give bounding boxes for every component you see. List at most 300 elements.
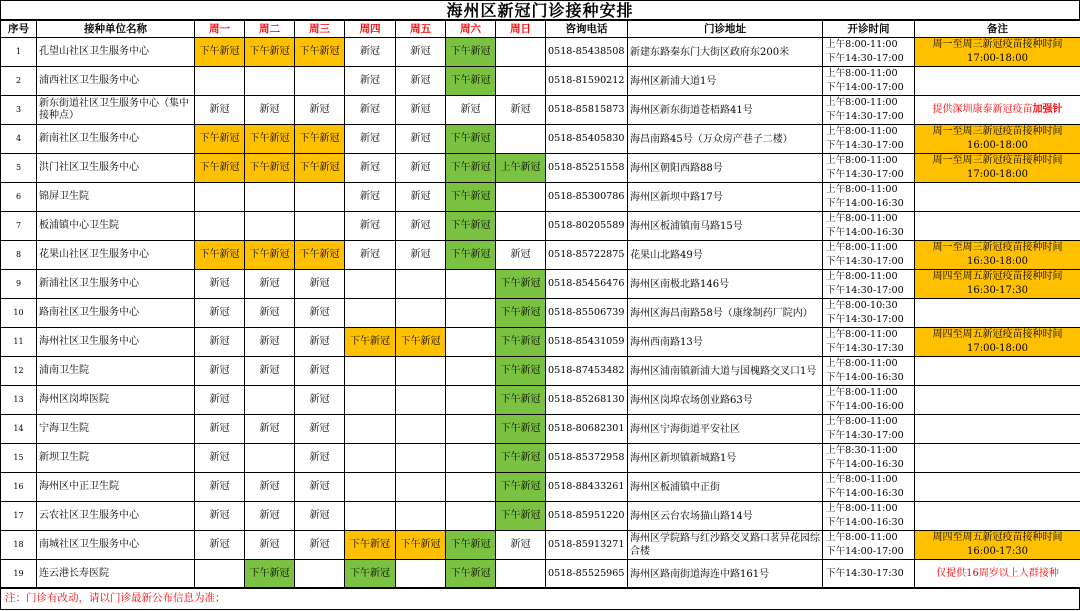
day-cell-sat: 下午新冠 <box>446 125 496 154</box>
afternoon-hours: 下午14:00-16:30 <box>826 459 904 470</box>
table-row <box>1 502 1080 531</box>
remark: 周一至周三新冠疫苗接种时间16:00-18:00 <box>915 125 1080 154</box>
day-cell-tue: 新冠 <box>245 531 295 560</box>
row-number: 9 <box>1 270 37 299</box>
day-cell-wed: 下午新冠 <box>295 154 345 183</box>
unit-name: 洪门社区卫生服务中心 <box>37 154 195 183</box>
clinic-address: 海州区南极北路146号 <box>628 270 823 299</box>
header-no: 序号 <box>1 21 37 38</box>
day-cell-sat <box>446 299 496 328</box>
header-sun: 周日 <box>496 21 546 38</box>
row-number: 7 <box>1 212 37 241</box>
day-cell-wed: 新冠 <box>295 415 345 444</box>
table-row <box>1 560 1080 589</box>
table-row <box>1 212 1080 241</box>
remark: 仅提供16周岁以上人群接种 <box>915 560 1080 589</box>
day-cell-sun: 新冠 <box>496 96 546 125</box>
day-cell-thu <box>345 386 396 415</box>
opening-hours <box>823 386 915 415</box>
day-cell-thu <box>345 473 396 502</box>
row-number: 16 <box>1 473 37 502</box>
day-cell-mon: 新冠 <box>195 415 245 444</box>
header-hours: 开诊时间 <box>823 21 915 38</box>
clinic-address: 新建东路秦东门大街区政府东200米 <box>628 38 823 67</box>
afternoon-hours: 下午14:00-16:30 <box>826 198 904 209</box>
row-number: 18 <box>1 531 37 560</box>
opening-hours <box>823 183 915 212</box>
opening-hours <box>823 125 915 154</box>
morning-hours: 上午8:00-11:00 <box>826 39 898 50</box>
clinic-address: 海昌南路45号（万众房产巷子二楼） <box>628 125 823 154</box>
afternoon-hours: 下午14:30-17:00 <box>826 169 904 180</box>
afternoon-hours: 下午14:00-17:00 <box>826 82 904 93</box>
day-cell-sun <box>496 183 546 212</box>
day-cell-wed: 新冠 <box>295 357 345 386</box>
header-mon: 周一 <box>195 21 245 38</box>
table-row <box>1 125 1080 154</box>
row-number: 15 <box>1 444 37 473</box>
opening-hours <box>823 96 915 125</box>
day-cell-wed: 新冠 <box>295 328 345 357</box>
day-cell-fri: 新冠 <box>396 38 446 67</box>
afternoon-hours: 下午14:30-17:30 <box>826 343 904 354</box>
clinic-address: 花果山北路49号 <box>628 241 823 270</box>
day-cell-wed: 下午新冠 <box>295 125 345 154</box>
remark: 周四至周五新冠疫苗接种时间16:00-17:30 <box>915 531 1080 560</box>
day-cell-sat <box>446 386 496 415</box>
day-cell-sat: 下午新冠 <box>446 154 496 183</box>
day-cell-mon: 新冠 <box>195 357 245 386</box>
phone-number: 0518-85438508 <box>546 38 628 67</box>
phone-number: 0518-85525965 <box>546 560 628 589</box>
remark <box>915 444 1080 473</box>
afternoon-hours: 下午14:00-16:00 <box>826 401 904 412</box>
day-cell-wed: 新冠 <box>295 502 345 531</box>
day-cell-thu: 下午新冠 <box>345 531 396 560</box>
day-cell-thu <box>345 444 396 473</box>
day-cell-fri: 下午新冠 <box>396 328 446 357</box>
afternoon-hours: 下午14:00-16:30 <box>826 227 904 238</box>
day-cell-tue: 新冠 <box>245 299 295 328</box>
day-cell-tue <box>245 67 295 96</box>
afternoon-hours: 下午14:30-17:00 <box>826 256 904 267</box>
table-row <box>1 299 1080 328</box>
day-cell-mon: 新冠 <box>195 96 245 125</box>
afternoon-hours: 下午14:30-17:00 <box>826 285 904 296</box>
day-cell-mon: 新冠 <box>195 444 245 473</box>
day-cell-sun: 下午新冠 <box>496 270 546 299</box>
day-cell-sat <box>446 328 496 357</box>
afternoon-hours: 下午14:00-16:30 <box>826 372 904 383</box>
unit-name: 海州社区卫生服务中心 <box>37 328 195 357</box>
remark: 周一至周三新冠疫苗接种时间17:00-18:00 <box>915 38 1080 67</box>
day-cell-wed: 新冠 <box>295 270 345 299</box>
phone-number: 0518-85913271 <box>546 531 628 560</box>
phone-number: 0518-85456476 <box>546 270 628 299</box>
day-cell-mon: 新冠 <box>195 386 245 415</box>
day-cell-mon: 新冠 <box>195 473 245 502</box>
day-cell-fri: 新冠 <box>396 96 446 125</box>
day-cell-mon: 下午新冠 <box>195 154 245 183</box>
day-cell-sun: 下午新冠 <box>496 328 546 357</box>
row-number: 3 <box>1 96 37 125</box>
clinic-address: 海州区学院路与红沙路交叉路口茗异花园综合楼 <box>628 531 823 560</box>
day-cell-sun: 新冠 <box>496 531 546 560</box>
day-cell-thu <box>345 415 396 444</box>
phone-number: 0518-80682301 <box>546 415 628 444</box>
day-cell-wed <box>295 212 345 241</box>
table-row <box>1 241 1080 270</box>
opening-hours <box>823 154 915 183</box>
afternoon-hours: 下午14:30-17:30 <box>826 568 904 579</box>
opening-hours <box>823 560 915 589</box>
table-row <box>1 38 1080 67</box>
day-cell-wed: 新冠 <box>295 96 345 125</box>
table-row <box>1 154 1080 183</box>
header-thu: 周四 <box>345 21 396 38</box>
day-cell-fri <box>396 502 446 531</box>
phone-number: 0518-85405830 <box>546 125 628 154</box>
opening-hours <box>823 444 915 473</box>
day-cell-thu: 新冠 <box>345 154 396 183</box>
day-cell-wed: 新冠 <box>295 444 345 473</box>
day-cell-mon: 新冠 <box>195 502 245 531</box>
header-phone: 咨询电话 <box>546 21 628 38</box>
remark: 周一至周三新冠疫苗接种时间17:00-18:00 <box>915 154 1080 183</box>
day-cell-fri: 新冠 <box>396 241 446 270</box>
remark: 周一至周三新冠疫苗接种时间16:30-18:00 <box>915 241 1080 270</box>
day-cell-mon: 新冠 <box>195 328 245 357</box>
unit-name: 新东街道社区卫生服务中心（集中接种点） <box>37 96 195 125</box>
day-cell-tue: 新冠 <box>245 328 295 357</box>
clinic-address: 海州区新坝中路17号 <box>628 183 823 212</box>
opening-hours <box>823 270 915 299</box>
phone-number: 0518-85506739 <box>546 299 628 328</box>
day-cell-fri <box>396 444 446 473</box>
day-cell-sat: 下午新冠 <box>446 560 496 589</box>
day-cell-wed: 新冠 <box>295 386 345 415</box>
morning-hours: 上午8:30-11:00 <box>826 445 898 456</box>
row-number: 2 <box>1 67 37 96</box>
day-cell-fri <box>396 386 446 415</box>
header-address: 门诊地址 <box>628 21 823 38</box>
table-row <box>1 183 1080 212</box>
unit-name: 板浦镇中心卫生院 <box>37 212 195 241</box>
row-number: 5 <box>1 154 37 183</box>
phone-number: 0518-85951220 <box>546 502 628 531</box>
afternoon-hours: 下午14:00-17:00 <box>826 546 904 557</box>
day-cell-fri: 新冠 <box>396 212 446 241</box>
morning-hours: 上午8:00-11:00 <box>826 271 898 282</box>
day-cell-tue <box>245 212 295 241</box>
day-cell-sat <box>446 415 496 444</box>
day-cell-fri <box>396 415 446 444</box>
morning-hours: 上午8:00-11:00 <box>826 213 898 224</box>
unit-name: 花果山社区卫生服务中心 <box>37 241 195 270</box>
clinic-address: 海州西南路13号 <box>628 328 823 357</box>
day-cell-thu: 新冠 <box>345 212 396 241</box>
day-cell-tue: 新冠 <box>245 473 295 502</box>
table-row <box>1 531 1080 560</box>
day-cell-sat <box>446 270 496 299</box>
day-cell-sat: 下午新冠 <box>446 531 496 560</box>
row-number: 6 <box>1 183 37 212</box>
remark: 周四至周五新冠疫苗接种时间16:30-17:30 <box>915 270 1080 299</box>
phone-number: 0518-85372958 <box>546 444 628 473</box>
day-cell-sat <box>446 357 496 386</box>
header-wed: 周三 <box>295 21 345 38</box>
table-row <box>1 270 1080 299</box>
morning-hours: 上午8:00-11:00 <box>826 155 898 166</box>
morning-hours: 上午8:00-11:00 <box>826 184 898 195</box>
afternoon-hours: 下午14:30-17:00 <box>826 430 904 441</box>
remark <box>915 183 1080 212</box>
clinic-address: 海州区新坝镇新城路1号 <box>628 444 823 473</box>
unit-name: 浦西社区卫生服务中心 <box>37 67 195 96</box>
remark <box>915 386 1080 415</box>
clinic-address: 海州区海昌南路58号（康缘制药厂院内） <box>628 299 823 328</box>
phone-number: 0518-81590212 <box>546 67 628 96</box>
row-number: 8 <box>1 241 37 270</box>
day-cell-thu <box>345 299 396 328</box>
phone-number: 0518-85431059 <box>546 328 628 357</box>
afternoon-hours: 下午14:30-17:00 <box>826 111 904 122</box>
day-cell-wed: 下午新冠 <box>295 38 345 67</box>
unit-name: 路南社区卫生服务中心 <box>37 299 195 328</box>
header-row <box>1 21 1080 38</box>
opening-hours <box>823 502 915 531</box>
day-cell-thu <box>345 270 396 299</box>
day-cell-thu <box>345 502 396 531</box>
day-cell-sat: 下午新冠 <box>446 183 496 212</box>
morning-hours: 上午8:00-11:00 <box>826 532 898 543</box>
opening-hours <box>823 531 915 560</box>
day-cell-mon <box>195 560 245 589</box>
row-number: 12 <box>1 357 37 386</box>
day-cell-sun: 下午新冠 <box>496 473 546 502</box>
day-cell-sun: 下午新冠 <box>496 502 546 531</box>
day-cell-mon <box>195 183 245 212</box>
morning-hours: 上午8:00-11:00 <box>826 329 898 340</box>
day-cell-tue: 新冠 <box>245 502 295 531</box>
day-cell-sun: 新冠 <box>496 241 546 270</box>
day-cell-tue: 新冠 <box>245 357 295 386</box>
day-cell-sun <box>496 212 546 241</box>
day-cell-thu: 下午新冠 <box>345 328 396 357</box>
unit-name: 新坝卫生院 <box>37 444 195 473</box>
afternoon-hours: 下午14:00-16:30 <box>826 488 904 499</box>
remark <box>915 415 1080 444</box>
table-row <box>1 415 1080 444</box>
afternoon-hours: 下午14:30-17:00 <box>826 53 904 64</box>
clinic-address: 海州区新浦大道1号 <box>628 67 823 96</box>
day-cell-thu: 新冠 <box>345 125 396 154</box>
row-number: 1 <box>1 38 37 67</box>
unit-name: 海州区中正卫生院 <box>37 473 195 502</box>
clinic-address: 海州区浦南镇新浦大道与国槐路交叉口1号 <box>628 357 823 386</box>
day-cell-fri: 新冠 <box>396 183 446 212</box>
unit-name: 浦南卫生院 <box>37 357 195 386</box>
unit-name: 云农社区卫生服务中心 <box>37 502 195 531</box>
row-number: 4 <box>1 125 37 154</box>
phone-number: 0518-85268130 <box>546 386 628 415</box>
unit-name: 南城社区卫生服务中心 <box>37 531 195 560</box>
day-cell-thu: 新冠 <box>345 67 396 96</box>
morning-hours: 上午8:00-10:30 <box>826 300 898 311</box>
day-cell-sun: 下午新冠 <box>496 415 546 444</box>
day-cell-sat: 下午新冠 <box>446 67 496 96</box>
morning-hours: 上午8:00-11:00 <box>826 97 898 108</box>
clinic-address: 海州区朝阳西路88号 <box>628 154 823 183</box>
opening-hours <box>823 473 915 502</box>
unit-name: 孔望山社区卫生服务中心 <box>37 38 195 67</box>
table-row <box>1 357 1080 386</box>
day-cell-sat: 下午新冠 <box>446 212 496 241</box>
remark <box>915 67 1080 96</box>
opening-hours <box>823 357 915 386</box>
phone-number: 0518-80205589 <box>546 212 628 241</box>
day-cell-sun: 下午新冠 <box>496 299 546 328</box>
opening-hours <box>823 241 915 270</box>
day-cell-mon: 新冠 <box>195 270 245 299</box>
day-cell-sun <box>496 67 546 96</box>
afternoon-hours: 下午14:30-17:00 <box>826 140 904 151</box>
day-cell-thu: 新冠 <box>345 96 396 125</box>
day-cell-tue: 新冠 <box>245 270 295 299</box>
day-cell-fri <box>396 560 446 589</box>
clinic-address: 海州区板浦镇中正街 <box>628 473 823 502</box>
day-cell-tue <box>245 444 295 473</box>
table-row <box>1 96 1080 125</box>
morning-hours: 上午8:00-11:00 <box>826 474 898 485</box>
day-cell-wed: 新冠 <box>295 473 345 502</box>
clinic-address: 海州区板浦镇南马路15号 <box>628 212 823 241</box>
page-title: 海州区新冠门诊接种安排 <box>0 0 1080 20</box>
day-cell-fri: 新冠 <box>396 154 446 183</box>
day-cell-sun: 上午新冠 <box>496 154 546 183</box>
row-number: 10 <box>1 299 37 328</box>
day-cell-mon: 下午新冠 <box>195 125 245 154</box>
unit-name: 宁海卫生院 <box>37 415 195 444</box>
booster-emphasis: 加强针 <box>1032 104 1063 115</box>
table-row <box>1 444 1080 473</box>
remark <box>915 357 1080 386</box>
morning-hours: 上午8:00-11:00 <box>826 503 898 514</box>
day-cell-tue <box>245 183 295 212</box>
header-fri: 周五 <box>396 21 446 38</box>
phone-number: 0518-88433261 <box>546 473 628 502</box>
day-cell-tue: 下午新冠 <box>245 154 295 183</box>
day-cell-fri <box>396 357 446 386</box>
day-cell-mon: 下午新冠 <box>195 241 245 270</box>
phone-number: 0518-85815873 <box>546 96 628 125</box>
table-row <box>1 473 1080 502</box>
clinic-address: 海州区云台农场猫山路14号 <box>628 502 823 531</box>
remark: 提供深圳康泰新冠疫苗加强针 <box>915 96 1080 125</box>
day-cell-thu: 新冠 <box>345 38 396 67</box>
footer-note: 注：门诊有改动，请以门诊最新公布信息为准； <box>0 587 1080 610</box>
day-cell-mon: 新冠 <box>195 299 245 328</box>
morning-hours: 上午8:00-11:00 <box>826 242 898 253</box>
clinic-address: 海州区岗埠农场创业路63号 <box>628 386 823 415</box>
day-cell-mon: 下午新冠 <box>195 38 245 67</box>
day-cell-sat: 下午新冠 <box>446 38 496 67</box>
unit-name: 锦屏卫生院 <box>37 183 195 212</box>
day-cell-wed <box>295 560 345 589</box>
morning-hours: 上午8:00-11:00 <box>826 126 898 137</box>
header-note: 备注 <box>915 21 1080 38</box>
phone-number: 0518-85251558 <box>546 154 628 183</box>
header-sat: 周六 <box>446 21 496 38</box>
day-cell-tue: 新冠 <box>245 96 295 125</box>
day-cell-sun <box>496 560 546 589</box>
clinic-address: 海州区路南街道海连中路161号 <box>628 560 823 589</box>
schedule-table <box>0 20 1080 589</box>
morning-hours: 上午8:00-11:00 <box>826 68 898 79</box>
opening-hours <box>823 415 915 444</box>
day-cell-fri: 新冠 <box>396 67 446 96</box>
unit-name: 新浦社区卫生服务中心 <box>37 270 195 299</box>
day-cell-wed: 下午新冠 <box>295 241 345 270</box>
morning-hours: 上午8:00-11:00 <box>826 416 898 427</box>
row-number: 11 <box>1 328 37 357</box>
day-cell-tue <box>245 386 295 415</box>
day-cell-tue: 下午新冠 <box>245 241 295 270</box>
opening-hours <box>823 328 915 357</box>
unit-name: 新南社区卫生服务中心 <box>37 125 195 154</box>
schedule-rows <box>1 38 1080 589</box>
remark <box>915 473 1080 502</box>
day-cell-sat <box>446 502 496 531</box>
remark <box>915 212 1080 241</box>
day-cell-wed: 新冠 <box>295 531 345 560</box>
opening-hours <box>823 38 915 67</box>
day-cell-wed: 新冠 <box>295 299 345 328</box>
phone-number: 0518-85300786 <box>546 183 628 212</box>
day-cell-sun: 下午新冠 <box>496 357 546 386</box>
opening-hours <box>823 67 915 96</box>
day-cell-sat: 下午新冠 <box>446 241 496 270</box>
unit-name: 连云港长寿医院 <box>37 560 195 589</box>
day-cell-fri <box>396 270 446 299</box>
morning-hours: 上午8:00-11:00 <box>826 358 898 369</box>
day-cell-thu <box>345 357 396 386</box>
remark <box>915 502 1080 531</box>
day-cell-sat <box>446 444 496 473</box>
morning-hours: 上午8:00-11:00 <box>826 387 898 398</box>
row-number: 14 <box>1 415 37 444</box>
day-cell-fri <box>396 473 446 502</box>
row-number: 17 <box>1 502 37 531</box>
day-cell-thu: 下午新冠 <box>345 560 396 589</box>
opening-hours <box>823 299 915 328</box>
day-cell-thu: 新冠 <box>345 183 396 212</box>
table-row <box>1 328 1080 357</box>
table-row <box>1 67 1080 96</box>
opening-hours <box>823 212 915 241</box>
unit-name: 海州区岗埠医院 <box>37 386 195 415</box>
day-cell-wed <box>295 183 345 212</box>
day-cell-thu: 新冠 <box>345 241 396 270</box>
day-cell-wed <box>295 67 345 96</box>
day-cell-tue: 新冠 <box>245 415 295 444</box>
remark: 周四至周五新冠疫苗接种时间17:00-18:00 <box>915 328 1080 357</box>
afternoon-hours: 下午14:30-17:00 <box>826 314 904 325</box>
day-cell-sun <box>496 125 546 154</box>
remark <box>915 299 1080 328</box>
phone-number: 0518-87453482 <box>546 357 628 386</box>
day-cell-mon <box>195 212 245 241</box>
